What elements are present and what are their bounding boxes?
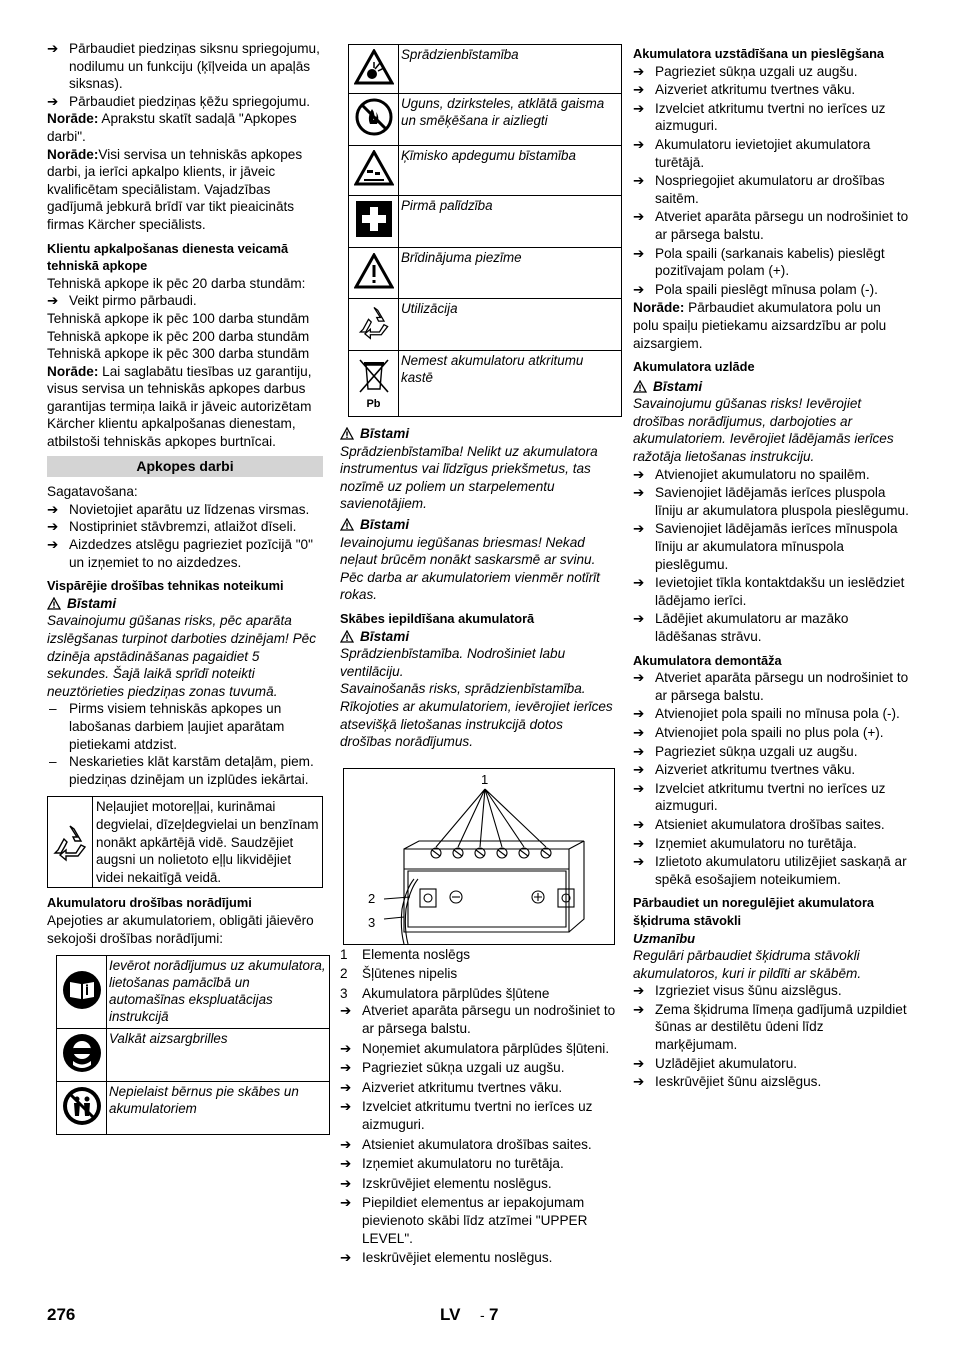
legend-item: 1 Elementa noslēgs xyxy=(340,946,471,962)
arrow-icon: ➔ xyxy=(633,100,645,116)
list-item: ➔ Nostipriniet stāvbremzi, atlaižot dīseli. xyxy=(47,519,297,535)
column-3 xyxy=(633,40,909,1091)
heading-customer-service: Klientu apkalpošanas dienesta veicamā tehniskā apkope xyxy=(47,240,289,274)
dash-icon: – xyxy=(49,701,57,717)
maint-100: Tehniskā apkope ik pēc 100 darba stundām xyxy=(47,310,310,326)
list-item: ➔ Novietojiet aparātu uz līdzenas virsmas. xyxy=(47,501,310,517)
list-item: ➔ Izņemiet akumulatoru no turētāja. xyxy=(340,1156,564,1172)
list-item: ➔ Izskrūvējiet elementu noslēgus. xyxy=(340,1175,552,1191)
list-item: ➔ Atveriet aparāta pārsegu un nodrošiniet to ar pārsega balstu. xyxy=(633,670,909,703)
goggles-icon xyxy=(57,1029,107,1082)
no-fire-icon xyxy=(349,94,399,146)
environment-text: Neļaujiet motoreļļai, kurināmai degvielai, dīzeļdegvielai un benzīnam nonākt apkārtējā vidē. Saudzējiet augsni un nolietoto eļļu likvidējiet videi nekaitīgā veidā. xyxy=(96,799,319,885)
list-item: ➔ Nospriegojiet akumulatoru ar drošības saitēm. xyxy=(633,173,885,206)
arrow-icon: ➔ xyxy=(633,209,645,225)
arrow-icon: ➔ xyxy=(340,1250,352,1266)
list-item: ➔ Atveriet aparāta pārsegu un nodrošiniet to ar pārsega balstu. xyxy=(340,1003,616,1037)
arrow-icon: ➔ xyxy=(340,1099,352,1115)
page-separator: - xyxy=(480,1307,485,1323)
warning-triangle-icon xyxy=(340,518,354,531)
maint-200: Tehniskā apkope ik pēc 200 darba stundām xyxy=(47,328,310,344)
danger-label: Bīstami xyxy=(340,516,616,534)
list-item: ➔ Uzlādējiet akumulatoru. xyxy=(633,1055,798,1071)
table-row: Ķīmisko apdegumu bīstamība xyxy=(349,146,622,196)
warning-triangle-icon xyxy=(633,380,647,393)
arrow-icon: ➔ xyxy=(340,1079,352,1095)
arrow-icon: ➔ xyxy=(633,521,645,537)
arrow-icon: ➔ xyxy=(633,1001,645,1017)
arrow-icon: ➔ xyxy=(633,743,645,759)
table-row: Uguns, dzirksteles, atklātā gaisma un smēķēšana ir aizliegti xyxy=(349,94,622,146)
battery-illustration xyxy=(344,769,614,944)
arrow-icon: ➔ xyxy=(47,501,59,517)
arrow-icon: ➔ xyxy=(633,173,645,189)
danger-label: Bīstami xyxy=(47,595,323,613)
list-item: ➔ Pola spaili (sarkanais kabelis) pieslēgt pozitīvajam polam (+). xyxy=(633,245,885,279)
list-item: ➔ Savienojiet lādējamās ierīces mīnuspola līniju ar akumulatora mīnuspola pieslēgumu. xyxy=(633,521,898,572)
pb-label: Pb xyxy=(366,398,381,411)
battery-symbol-table xyxy=(56,955,330,1135)
arrow-icon: ➔ xyxy=(633,835,645,851)
list-item: ➔ Izņemiet akumulatoru no turētāja. xyxy=(633,835,857,851)
list-item: ➔ Pārbaudiet piedziņas siksnu spriegojumu, nodilumu un funkciju (ķīļveida un apaļās siksnas). xyxy=(47,41,320,92)
list-item: ➔ Izgrieziet visus šūnu aizslēgus. xyxy=(633,983,842,999)
list-item: ➔ Savienojiet lādējamās ierīces pluspola līniju ar akumulatora pluspola pieslēgumu. xyxy=(633,485,909,518)
list-item: ➔ Aizveriet atkritumu tvertnes vāku. xyxy=(340,1079,563,1095)
list-item: ➔ Atvienojiet pola spaili no plus pola (+). xyxy=(633,724,884,740)
table-row: Valkāt aizsargbrilles xyxy=(57,1029,330,1082)
caution-label: Uzmanību xyxy=(633,930,696,946)
figure-legend xyxy=(340,946,616,1003)
figure-label-1: 1 xyxy=(481,771,489,787)
legend-item: 2 Šļūtenes nipelis xyxy=(340,966,458,982)
arrow-icon: ➔ xyxy=(633,485,645,501)
list-item: ➔ Atveriet aparāta pārsegu un nodrošiniet to ar pārsega balstu. xyxy=(633,209,909,242)
list-item: ➔ Izvelciet atkritumu tvertni no ierīces uz aizmuguri. xyxy=(340,1099,593,1133)
battery-figure xyxy=(343,768,615,945)
arrow-icon: ➔ xyxy=(340,1040,352,1056)
note: Norāde: Pārbaudiet akumulatora polu un polu spaiļu pietiekamu aizsardzību ar polu aizsargiem. xyxy=(633,300,887,351)
list-item: ➔ Aizveriet atkritumu tvertnes vāku. xyxy=(633,762,856,778)
figure-label-3: 3 xyxy=(368,914,376,930)
list-item: ➔ Atsieniet akumulatora drošības saites. xyxy=(633,816,885,832)
list-item: ➔ Ievietojiet tīkla kontaktdakšu un ieslēdziet lādējamo ierīci. xyxy=(633,575,905,608)
danger-label: Bīstami xyxy=(340,628,616,646)
arrow-icon: ➔ xyxy=(633,136,645,152)
warning-triangle-icon xyxy=(47,597,61,610)
arrow-icon: ➔ xyxy=(340,1003,352,1019)
arrow-icon: ➔ xyxy=(633,281,645,297)
recycle-icon xyxy=(349,299,399,351)
arrow-icon: ➔ xyxy=(633,82,645,98)
arrow-icon: ➔ xyxy=(47,519,59,535)
list-item: ➔ Aizveriet atkritumu tvertnes vāku. xyxy=(633,82,856,98)
arrow-icon: ➔ xyxy=(633,816,645,832)
page-footer xyxy=(47,1306,927,1330)
list-item: ➔ Izlietoto akumulatoru utilizējiet saskaņā ar spēkā esošajiem noteikumiem. xyxy=(633,854,907,887)
list-item: – Pirms visiem tehniskās apkopes un labošanas darbiem ļaujiet aparātam pietiekami atdzist. xyxy=(49,701,285,752)
arrow-icon: ➔ xyxy=(633,706,645,722)
arrow-icon: ➔ xyxy=(633,1055,645,1071)
list-item: ➔ Izvelciet atkritumu tvertni no ierīces uz aizmuguri. xyxy=(633,100,886,134)
arrow-icon: ➔ xyxy=(633,466,645,482)
list-item: ➔ Pagrieziet sūkņa uzgali uz augšu. xyxy=(633,743,858,759)
section-page-number: 7 xyxy=(489,1305,499,1324)
page-number: 276 xyxy=(47,1305,76,1324)
list-item: ➔ Ieskrūvējiet elementu noslēgus. xyxy=(340,1250,553,1266)
table-row: Brīdinājuma piezīme xyxy=(349,248,622,299)
danger-label: Bīstami xyxy=(633,378,909,396)
maint-20: Tehniskā apkope ik pēc 20 darba stundām: xyxy=(47,275,306,291)
arrow-icon: ➔ xyxy=(340,1195,352,1211)
arrow-icon: ➔ xyxy=(633,762,645,778)
arrow-icon: ➔ xyxy=(47,537,59,553)
list-item: ➔ Pagrieziet sūkņa uzgali uz augšu. xyxy=(340,1060,565,1076)
heading-charge: Akumulatora uzlāde xyxy=(633,359,755,375)
table-row: Sprādzienbīstamība xyxy=(349,45,622,94)
column-2 xyxy=(340,40,616,1267)
list-item: ➔ Pārbaudiet piedziņas ķēžu spriegojumu. xyxy=(47,93,311,109)
danger-text: Ievainojumu iegūšanas briesmas! Nekad neļaut brūcēm nonākt saskarsmē ar svinu. Pēc darba ar akumulatoriem vienmēr notīrīt rokas. xyxy=(340,534,600,603)
heading-remove: Akumulatora demontāža xyxy=(633,652,782,668)
table-row: Ievērot norādījumus uz akumulatora, lietošanas pamācībā un automašīnas ekspluatācijas instrukcijā xyxy=(57,956,330,1029)
list-item: ➔ Noņemiet akumulatora pārplūdes šļūteni. xyxy=(340,1040,610,1056)
bin-icon xyxy=(349,351,399,417)
children-icon xyxy=(57,1082,107,1135)
heading-acid: Skābes iepildīšana akumulatorā xyxy=(340,610,535,626)
section-title: Apkopes darbi xyxy=(47,456,323,478)
hazard-symbol-table xyxy=(348,44,622,417)
manual-icon xyxy=(57,956,107,1029)
list-item: ➔ Aizdedzes atslēgu pagrieziet pozīcijā "0" un izņemiet to no aizdedzes. xyxy=(47,537,313,570)
arrow-icon: ➔ xyxy=(633,63,645,79)
battery-intro: Apejoties ar akumulatoriem, obligāti jāievēro sekojoši drošības norādījumi: xyxy=(47,912,314,946)
list-item: ➔ Akumulatoru ievietojiet akumulatora turētājā. xyxy=(633,136,871,170)
table-row: Nepielaist bērnus pie skābes un akumulatoriem xyxy=(57,1082,330,1135)
danger-text: Sprādzienbīstamība. Nodrošiniet labu ventilāciju. Savainošanās risks, sprādzienbīstamība. Rīkojoties ar akumulatoriem, ievērojiet ierīces atsevišķā lietošanas instrukcijā dotos drošības norādījumus. xyxy=(340,646,613,750)
arrow-icon: ➔ xyxy=(47,293,59,309)
recycle-icon xyxy=(48,797,93,887)
warning-triangle-icon xyxy=(340,427,354,440)
arrow-icon: ➔ xyxy=(633,245,645,261)
dash-icon: – xyxy=(49,754,57,770)
warning-triangle-icon xyxy=(340,630,354,643)
arrow-icon: ➔ xyxy=(633,983,645,999)
maint-300: Tehniskā apkope ik pēc 300 darba stundām xyxy=(47,346,310,362)
list-item: ➔ Pagrieziet sūkņa uzgali uz augšu. xyxy=(633,63,858,79)
arrow-icon: ➔ xyxy=(633,670,645,686)
list-item: ➔ Ieskrūvējiet šūnu aizslēgus. xyxy=(633,1074,822,1090)
list-item: ➔ Atvienojiet akumulatoru no spailēm. xyxy=(633,466,870,482)
arrow-icon: ➔ xyxy=(340,1060,352,1076)
environment-box xyxy=(47,796,323,888)
column-1 xyxy=(47,40,326,1135)
danger-text: Savainojumu gūšanas risks! Ievērojiet drošības norādījumus, darbojoties ar akumulatoriem. Ievērojiet lādējamās ierīces ražotāja lietošanas instrukciju. xyxy=(633,396,894,465)
heading-safety: Vispārējie drošības tehnikas noteikumi xyxy=(47,578,284,594)
arrow-icon: ➔ xyxy=(633,1074,645,1090)
arrow-icon: ➔ xyxy=(340,1156,352,1172)
language-code: LV xyxy=(440,1305,461,1324)
arrow-icon: ➔ xyxy=(633,724,645,740)
arrow-icon: ➔ xyxy=(47,93,59,109)
legend-item: 3 Akumulatora pārplūdes šļūtene xyxy=(340,985,550,1001)
explosion-icon xyxy=(349,45,399,94)
arrow-icon: ➔ xyxy=(633,780,645,796)
list-item: ➔ Pola spaili pieslēgt mīnusa polam (-). xyxy=(633,281,878,297)
list-item: ➔ Izvelciet atkritumu tvertni no ierīces uz aizmuguri. xyxy=(633,780,886,814)
caution-text: Regulāri pārbaudiet šķidruma stāvokli akumulatoros, kuri ir pildīti ar skābēm. xyxy=(633,948,862,981)
list-item: ➔ Lādējiet akumulatoru ar mazāko lādēšanas strāvu. xyxy=(633,611,849,644)
list-item: ➔ Atsieniet akumulatora drošības saites. xyxy=(340,1136,592,1152)
heading-check: Pārbaudiet un noregulējiet akumulatora šķidruma stāvokli xyxy=(633,895,875,928)
arrow-icon: ➔ xyxy=(340,1136,352,1152)
table-row: Pb Nemest akumulatoru atkritumu kastē xyxy=(349,351,622,417)
danger-label: Bīstami xyxy=(340,425,616,443)
note: Norāde: Lai saglabātu tiesības uz garantiju, visus servisa un tehniskās apkopes darbus garantijas termiņa laikā ir jāveic autorizētam Kärcher klientu apkalpošanas dienestam, atbilstoši tehniskās apkopes burtnīcai. xyxy=(47,363,312,450)
arrow-icon: ➔ xyxy=(47,41,59,56)
warning-icon xyxy=(349,248,399,299)
list-item: – Neskarieties klāt karstām detaļām, piem. piedziņas dzinējam un izplūdes iekārtai. xyxy=(49,754,314,787)
arrow-icon: ➔ xyxy=(633,854,645,870)
prep-label: Sagatavošana: xyxy=(47,484,138,500)
figure-label-2: 2 xyxy=(368,890,376,906)
heading-install: Akumulatora uzstādīšana un pieslēgšana xyxy=(633,46,885,61)
first-aid-icon xyxy=(349,196,399,248)
table-row: Pirmā palīdzība xyxy=(349,196,622,248)
corrosive-icon xyxy=(349,146,399,196)
list-item: ➔ Veikt pirmo pārbaudi. xyxy=(47,293,197,309)
arrow-icon: ➔ xyxy=(340,1175,352,1191)
list-item: ➔ Piepildiet elementus ar iepakojumam pievienoto skābi līdz atzīmei "UPPER LEVEL". xyxy=(340,1195,588,1246)
list-item: ➔ Atvienojiet pola spaili no mīnusa pola (-). xyxy=(633,706,900,722)
heading-battery-safety: Akumulatoru drošības norādījumi xyxy=(47,895,252,911)
danger-text: Savainojumu gūšanas risks, pēc aparāta izslēgšanas turpinot darboties dzinējam! Pēc dzinēja apstādināšanas pagaidiet 5 sekundes. Šajā laikā sprīdī noteikti neuztörieties piedziņas zonas tuvumā. xyxy=(47,613,317,699)
danger-text: Sprādzienbīstamība! Nelikt uz akumulatora instrumentus vai līdzīgus priekšmetus, tas nozīmē uz poliem un starpelementu savienotājiem. xyxy=(340,443,598,512)
arrow-icon: ➔ xyxy=(633,611,645,627)
note: Norāde: Aprakstu skatīt sadaļā "Apkopes darbi". xyxy=(47,111,297,144)
table-row: Utilizācija xyxy=(349,299,622,351)
list-item: ➔ Zema šķidruma līmeņa gadījumā uzpildiet šūnas ar destilētu ūdeni līdz marķējumam. xyxy=(633,1001,907,1053)
note: Norāde:Visi servisa un tehniskās apkopes darbi, ja ierīci apkalpo klients, ir jāveic kvalificētam speciālistam. Vajadzības gadījumā jebkurā brīdī var tikt pieaicināts firmas Kärcher speciālists. xyxy=(47,146,303,232)
arrow-icon: ➔ xyxy=(633,575,645,591)
